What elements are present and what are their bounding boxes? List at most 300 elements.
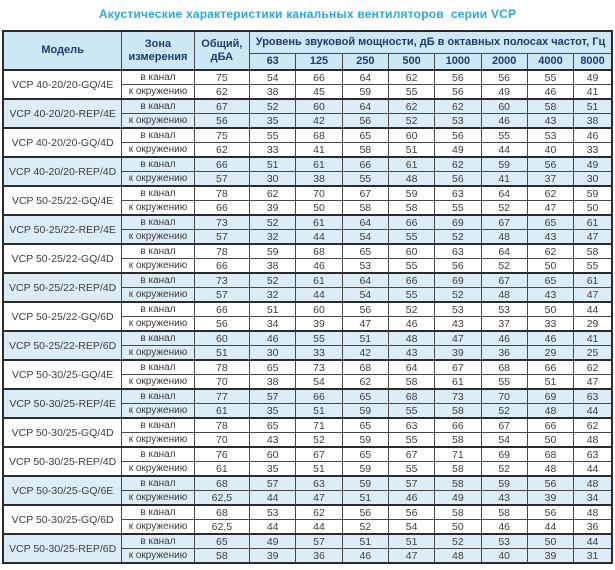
octave-value-cell: 59 [481,157,527,172]
total-dba-cell: 75 [194,70,249,85]
octave-value-cell: 64 [342,99,388,114]
octave-value-cell: 55 [481,128,527,143]
octave-value-cell: 66 [296,389,342,404]
octave-value-cell: 58 [388,201,434,216]
octave-value-cell: 65 [342,128,388,143]
table-row [3,186,612,201]
octave-value-cell: 66 [296,70,342,85]
table-row [3,360,612,375]
octave-value-cell: 55 [388,433,434,448]
octave-value-cell: 52 [342,520,388,535]
octave-value-cell: 44 [250,491,296,506]
octave-value-cell: 44 [574,302,612,317]
octave-value-cell: 51 [342,534,388,549]
octave-value-cell: 46 [574,128,612,143]
octave-value-cell: 50 [527,433,573,448]
table-header [3,31,612,70]
octave-value-cell: 41 [574,331,612,346]
zone-cell: к окружению [122,288,194,303]
octave-value-cell: 65 [342,418,388,433]
zone-cell: к окружению [122,201,194,216]
total-dba-cell: 57 [194,172,249,187]
octave-value-cell: 58 [342,143,388,158]
octave-value-cell: 42 [296,114,342,129]
octave-value-cell: 38 [574,114,612,129]
octave-value-cell: 40 [481,549,527,564]
octave-value-cell: 46 [342,549,388,564]
zone-cell: к окружению [122,433,194,448]
zone-cell: к окружению [122,85,194,100]
octave-value-cell: 44 [481,143,527,158]
model-cell: VCP 40-20/20-REP/4E [3,99,122,128]
octave-value-cell: 66 [342,157,388,172]
octave-value-cell: 67 [481,418,527,433]
octave-value-cell: 45 [296,85,342,100]
octave-value-cell: 51 [250,157,296,172]
octave-value-cell: 61 [574,273,612,288]
octave-value-cell: 56 [435,70,481,85]
zone-cell: в канал [122,476,194,491]
octave-value-cell: 51 [342,491,388,506]
zone-cell: к окружению [122,491,194,506]
zone-cell: в канал [122,360,194,375]
octave-value-cell: 65 [250,418,296,433]
octave-value-cell: 59 [342,404,388,419]
octave-value-cell: 56 [342,114,388,129]
zone-cell: к окружению [122,143,194,158]
octave-value-cell: 32 [250,288,296,303]
octave-value-cell: 51 [388,534,434,549]
col-header-freq-63: 63 [250,54,296,71]
octave-value-cell: 66 [388,273,434,288]
total-dba-cell: 78 [194,244,249,259]
octave-value-cell: 70 [481,389,527,404]
zone-cell: в канал [122,447,194,462]
table-row [3,99,612,114]
octave-value-cell: 57 [296,534,342,549]
octave-value-cell: 59 [342,433,388,448]
octave-value-cell: 55 [388,259,434,274]
octave-value-cell: 46 [296,259,342,274]
octave-value-cell: 54 [250,70,296,85]
octave-value-cell: 56 [435,259,481,274]
octave-value-cell: 52 [250,215,296,230]
octave-value-cell: 37 [481,317,527,332]
octave-value-cell: 56 [527,157,573,172]
octave-value-cell: 62 [296,505,342,520]
octave-value-cell: 43 [527,114,573,129]
total-dba-cell: 76 [194,447,249,462]
octave-value-cell: 55 [435,201,481,216]
octave-value-cell: 68 [296,128,342,143]
octave-value-cell: 36 [296,549,342,564]
model-cell: VCP 40-20/20-GQ/4D [3,128,122,157]
octave-value-cell: 56 [481,70,527,85]
octave-value-cell: 51 [296,404,342,419]
zone-cell: к окружению [122,549,194,564]
model-cell: VCP 50-30/25-REP/4E [3,389,122,418]
zone-cell: к окружению [122,346,194,361]
table-row [3,389,612,404]
octave-value-cell: 53 [435,114,481,129]
octave-value-cell: 32 [250,230,296,245]
octave-value-cell: 29 [527,346,573,361]
octave-value-cell: 44 [296,520,342,535]
octave-value-cell: 54 [481,433,527,448]
octave-value-cell: 66 [527,418,573,433]
octave-value-cell: 60 [481,99,527,114]
octave-value-cell: 43 [527,288,573,303]
total-dba-cell: 61 [194,404,249,419]
octave-value-cell: 34 [574,491,612,506]
total-dba-cell: 56 [194,317,249,332]
table-row [3,302,612,317]
octave-value-cell: 64 [342,70,388,85]
octave-value-cell: 62 [388,70,434,85]
octave-value-cell: 64 [481,244,527,259]
zone-cell: в канал [122,186,194,201]
octave-value-cell: 55 [481,375,527,390]
octave-value-cell: 52 [435,230,481,245]
acoustic-characteristics-table [2,30,613,564]
total-dba-cell: 58 [194,549,249,564]
model-cell: VCP 50-25/22-GQ/4D [3,244,122,273]
octave-value-cell: 48 [574,433,612,448]
octave-value-cell: 66 [388,215,434,230]
octave-value-cell: 52 [481,201,527,216]
octave-value-cell: 55 [296,331,342,346]
zone-cell: в канал [122,331,194,346]
total-dba-cell: 62 [194,143,249,158]
octave-value-cell: 56 [342,302,388,317]
octave-value-cell: 65 [527,215,573,230]
octave-value-cell: 63 [388,418,434,433]
total-dba-cell: 66 [194,157,249,172]
octave-value-cell: 41 [296,143,342,158]
octave-value-cell: 55 [388,404,434,419]
model-cell: VCP 50-30/25-GQ/6E [3,476,122,505]
octave-value-cell: 58 [435,462,481,477]
octave-value-cell: 55 [250,128,296,143]
octave-value-cell: 51 [342,331,388,346]
octave-value-cell: 43 [481,491,527,506]
octave-value-cell: 65 [527,273,573,288]
octave-value-cell: 49 [435,491,481,506]
octave-value-cell: 47 [574,288,612,303]
zone-cell: в канал [122,302,194,317]
model-cell: VCP 40-20/20-REP/4D [3,157,122,186]
octave-value-cell: 33 [250,143,296,158]
table-row [3,331,612,346]
header-row-main [3,31,612,54]
zone-cell: в канал [122,389,194,404]
octave-value-cell: 49 [574,70,612,85]
zone-cell: в канал [122,157,194,172]
octave-value-cell: 36 [481,346,527,361]
octave-value-cell: 56 [388,505,434,520]
octave-value-cell: 52 [296,433,342,448]
octave-value-cell: 56 [435,85,481,100]
table-row [3,273,612,288]
total-dba-cell: 61 [194,462,249,477]
octave-value-cell: 42 [342,346,388,361]
octave-value-cell: 55 [388,85,434,100]
octave-value-cell: 59 [342,462,388,477]
octave-value-cell: 56 [435,128,481,143]
octave-value-cell: 65 [342,244,388,259]
model-cell: VCP 50-30/25-REP/6D [3,534,122,563]
total-dba-cell: 65 [194,534,249,549]
octave-value-cell: 55 [342,172,388,187]
zone-cell: в канал [122,418,194,433]
octave-value-cell: 67 [296,447,342,462]
zone-cell: к окружению [122,259,194,274]
octave-value-cell: 39 [527,549,573,564]
octave-value-cell: 62 [574,418,612,433]
octave-value-cell: 49 [481,85,527,100]
model-cell: VCP 50-25/22-GQ/6D [3,302,122,331]
octave-value-cell: 53 [481,302,527,317]
octave-value-cell: 49 [574,157,612,172]
octave-value-cell: 62 [527,186,573,201]
octave-value-cell: 46 [527,331,573,346]
octave-value-cell: 59 [388,186,434,201]
zone-cell: в канал [122,505,194,520]
octave-value-cell: 44 [250,520,296,535]
octave-value-cell: 59 [342,85,388,100]
octave-value-cell: 57 [388,476,434,491]
octave-value-cell: 35 [250,114,296,129]
total-dba-cell: 73 [194,215,249,230]
total-dba-cell: 62,5 [194,491,249,506]
octave-value-cell: 68 [342,360,388,375]
octave-value-cell: 60 [296,302,342,317]
octave-value-cell: 52 [388,114,434,129]
model-cell: VCP 50-25/22-REP/6D [3,331,122,360]
octave-value-cell: 53 [435,302,481,317]
table-row [3,534,612,549]
octave-value-cell: 61 [296,157,342,172]
octave-value-cell: 54 [342,288,388,303]
octave-value-cell: 58 [435,476,481,491]
octave-value-cell: 58 [388,375,434,390]
octave-value-cell: 47 [574,375,612,390]
total-dba-cell: 78 [194,360,249,375]
octave-value-cell: 48 [481,288,527,303]
octave-value-cell: 53 [527,128,573,143]
total-dba-cell: 66 [194,302,249,317]
col-header-freq-4000: 4000 [527,54,573,71]
octave-value-cell: 44 [296,288,342,303]
octave-value-cell: 41 [481,172,527,187]
col-header-zone: Зона измерения [122,31,194,70]
octave-value-cell: 60 [388,244,434,259]
octave-value-cell: 71 [296,418,342,433]
octave-value-cell: 67 [388,447,434,462]
octave-value-cell: 67 [342,186,388,201]
model-cell: VCP 50-25/22-REP/4E [3,215,122,244]
octave-value-cell: 30 [250,172,296,187]
octave-value-cell: 53 [342,259,388,274]
total-dba-cell: 68 [194,476,249,491]
octave-value-cell: 71 [435,447,481,462]
octave-value-cell: 51 [527,375,573,390]
page-title: Акустические характеристики канальных вентиляторов серии VCP [98,7,517,21]
octave-value-cell: 52 [388,302,434,317]
octave-value-cell: 67 [435,360,481,375]
zone-cell: к окружению [122,317,194,332]
octave-value-cell: 43 [388,346,434,361]
octave-value-cell: 46 [388,491,434,506]
col-header-freq-500: 500 [388,54,434,71]
octave-value-cell: 68 [388,389,434,404]
octave-value-cell: 35 [250,462,296,477]
octave-value-cell: 63 [435,186,481,201]
octave-value-cell: 69 [527,389,573,404]
octave-value-cell: 56 [435,172,481,187]
octave-value-cell: 62 [527,244,573,259]
table-row [3,128,612,143]
octave-value-cell: 30 [250,346,296,361]
zone-cell: в канал [122,244,194,259]
octave-value-cell: 61 [574,215,612,230]
total-dba-cell: 60 [194,331,249,346]
octave-value-cell: 62 [435,99,481,114]
octave-value-cell: 46 [250,331,296,346]
zone-cell: в канал [122,534,194,549]
octave-value-cell: 50 [296,201,342,216]
zone-cell: к окружению [122,230,194,245]
octave-value-cell: 48 [388,331,434,346]
octave-value-cell: 63 [435,244,481,259]
octave-value-cell: 51 [250,302,296,317]
model-cell: VCP 50-30/25-REP/4D [3,447,122,476]
total-dba-cell: 67 [194,99,249,114]
total-dba-cell: 66 [194,259,249,274]
octave-value-cell: 68 [527,447,573,462]
octave-value-cell: 62 [574,360,612,375]
octave-value-cell: 63 [574,389,612,404]
octave-value-cell: 52 [481,404,527,419]
octave-value-cell: 40 [527,143,573,158]
octave-value-cell: 66 [435,418,481,433]
octave-value-cell: 65 [342,389,388,404]
octave-value-cell: 60 [296,99,342,114]
octave-value-cell: 61 [388,157,434,172]
total-dba-cell: 51 [194,346,249,361]
zone-cell: к окружению [122,404,194,419]
col-header-model: Модель [3,31,122,70]
octave-value-cell: 64 [342,273,388,288]
octave-value-cell: 62 [435,157,481,172]
octave-value-cell: 61 [435,375,481,390]
octave-value-cell: 25 [574,346,612,361]
model-cell: VCP 50-25/22-REP/4D [3,273,122,302]
zone-cell: к окружению [122,520,194,535]
table-row [3,505,612,520]
octave-value-cell: 50 [574,201,612,216]
octave-value-cell: 58 [574,244,612,259]
octave-value-cell: 48 [574,505,612,520]
octave-value-cell: 56 [527,505,573,520]
octave-value-cell: 55 [388,288,434,303]
col-header-total: Общий, дБА [194,31,249,70]
octave-value-cell: 37 [527,172,573,187]
total-dba-cell: 73 [194,273,249,288]
octave-value-cell: 51 [388,143,434,158]
octave-value-cell: 73 [435,389,481,404]
octave-value-cell: 63 [574,447,612,462]
octave-value-cell: 38 [296,172,342,187]
octave-value-cell: 68 [481,360,527,375]
octave-value-cell: 59 [574,186,612,201]
octave-value-cell: 48 [388,172,434,187]
total-dba-cell: 70 [194,433,249,448]
octave-value-cell: 46 [527,85,573,100]
octave-value-cell: 50 [527,302,573,317]
octave-value-cell: 68 [296,244,342,259]
octave-value-cell: 47 [527,201,573,216]
zone-cell: в канал [122,70,194,85]
octave-value-cell: 43 [435,317,481,332]
octave-value-cell: 50 [435,520,481,535]
octave-value-cell: 58 [527,99,573,114]
model-cell: VCP 50-30/25-GQ/4D [3,418,122,447]
octave-value-cell: 55 [574,259,612,274]
zone-cell: к окружению [122,172,194,187]
octave-value-cell: 33 [527,317,573,332]
octave-value-cell: 39 [435,346,481,361]
octave-value-cell: 55 [388,462,434,477]
octave-value-cell: 65 [250,360,296,375]
col-header-freq-2000: 2000 [481,54,527,71]
col-header-octave: Уровень звуковой мощности, дБ в октавных полосах частот, Гц [250,31,612,54]
octave-value-cell: 73 [296,360,342,375]
octave-value-cell: 33 [574,143,612,158]
octave-value-cell: 61 [296,273,342,288]
zone-cell: к окружению [122,462,194,477]
octave-value-cell: 49 [435,143,481,158]
octave-value-cell: 55 [527,70,573,85]
table-row [3,215,612,230]
octave-value-cell: 59 [342,476,388,491]
octave-value-cell: 65 [342,447,388,462]
octave-value-cell: 54 [388,520,434,535]
octave-value-cell: 44 [574,534,612,549]
total-dba-cell: 75 [194,128,249,143]
octave-value-cell: 41 [574,85,612,100]
total-dba-cell: 57 [194,230,249,245]
zone-cell: в канал [122,273,194,288]
octave-value-cell: 39 [250,201,296,216]
octave-value-cell: 30 [574,172,612,187]
col-header-freq-1000: 1000 [435,54,481,71]
octave-value-cell: 52 [481,462,527,477]
col-header-freq-250: 250 [342,54,388,71]
octave-value-cell: 46 [388,317,434,332]
octave-value-cell: 39 [527,491,573,506]
octave-value-cell: 35 [250,404,296,419]
total-dba-cell: 62 [194,85,249,100]
total-dba-cell: 77 [194,389,249,404]
total-dba-cell: 57 [194,288,249,303]
octave-value-cell: 34 [250,317,296,332]
table-row [3,70,612,85]
octave-value-cell: 46 [481,331,527,346]
octave-value-cell: 69 [435,215,481,230]
octave-value-cell: 44 [574,462,612,477]
octave-value-cell: 51 [574,99,612,114]
